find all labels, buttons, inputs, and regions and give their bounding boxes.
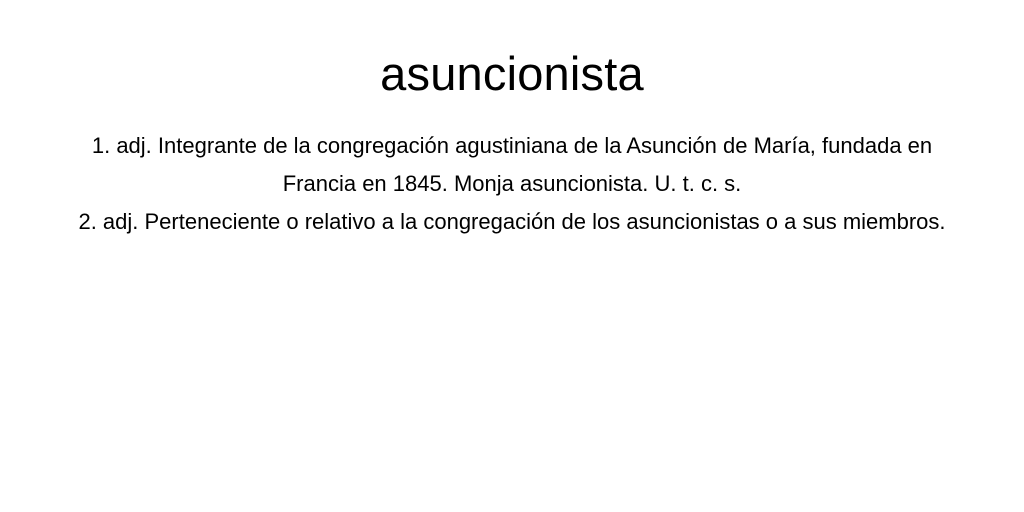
definition-item-1: 1. adj. Integrante de la congregación agustiniana de la Asunción de María, fundada en Francia en 1845. Monja asuncionista. U. t. c. s.	[91, 133, 933, 196]
headword-title: asuncionista	[380, 47, 644, 100]
definition-item-2: 2. adj. Perteneciente o relativo a la congregación de los asuncionistas o a sus miembros.	[78, 209, 946, 234]
definition-list	[62, 127, 962, 241]
